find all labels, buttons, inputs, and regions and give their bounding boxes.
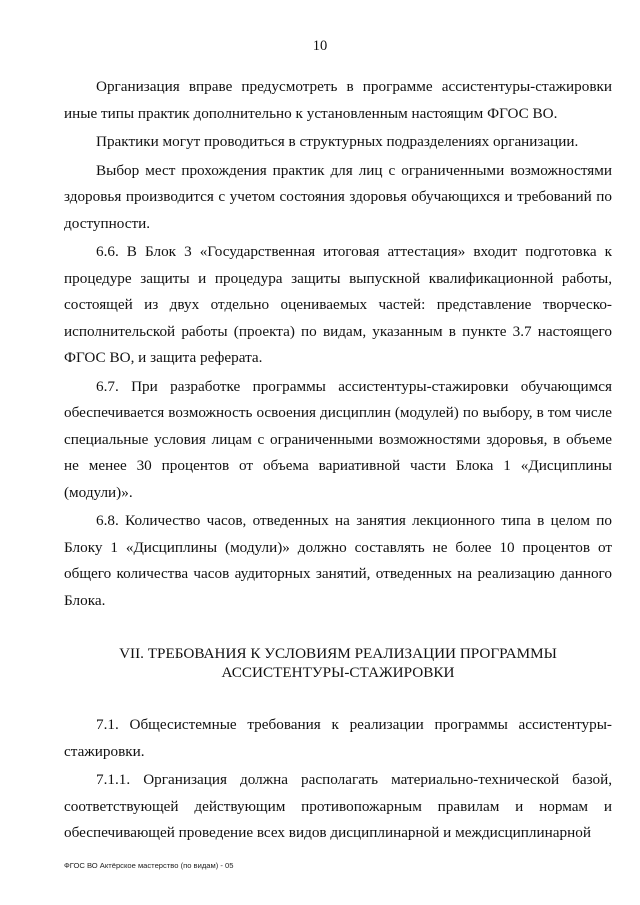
document-body: [64, 74, 612, 847]
section-heading-vii: [64, 644, 612, 682]
paragraph-7-1-1: 7.1.1. Организация должна располагать материально-технической базой, соответствующей действующим противопожарным правилам и нормам и обеспечивающей проведение всех видов дисциплинарной и междисциплинарной: [64, 771, 612, 841]
paragraph-6-6: 6.6. В Блок 3 «Государственная итоговая аттестация» входит подготовка к процедуре защиты и процедура защиты выпускной квалификационной работы, состоящей из двух отдельно оцениваемых частей: представление творческо-исполнительской работы (проекта) по видам, указанным в пункте 3.7 настоящего ФГОС ВО, и защита реферата.: [64, 243, 612, 366]
paragraph-6-7: 6.7. При разработке программы ассистентуры-стажировки обучающимся обеспечивается возможность освоения дисциплин (модулей) по выбору, в том числе специальные условия лицам с ограниченными возможностями здоровья, в объеме не менее 30 процентов от объема вариативной части Блока 1 «Дисциплины (модули)».: [64, 377, 612, 501]
section-heading-line1: VII. ТРЕБОВАНИЯ К УСЛОВИЯМ РЕАЛИЗАЦИИ ПРОГРАММЫ: [119, 645, 557, 662]
paragraph-6-8: 6.8. Количество часов, отведенных на занятия лекционного типа в целом по Блоку 1 «Дисциплины (модули)» должно составлять не более 10 процентов от общего количества часов аудиторных занятий, отведенных на реализацию данного Блока.: [64, 512, 612, 609]
paragraph-practice-units: Практики могут проводиться в структурных подразделениях организации.: [96, 133, 579, 150]
section-heading-line2: АССИСТЕНТУРЫ-СТАЖИРОВКИ: [221, 664, 455, 681]
paragraph-practice-accessibility: Выбор мест прохождения практик для лиц с ограниченными возможностями здоровья производится с учетом состояния здоровья обучающихся и требований по доступности.: [64, 161, 612, 232]
document-footer: ФГОС ВО Актёрское мастерство (по видам) - 05: [64, 861, 234, 870]
paragraph-7-1: 7.1. Общесистемные требования к реализации программы ассистентуры-стажировки.: [64, 716, 612, 760]
page-number: 10: [312, 38, 328, 54]
paragraph-practice-types: Организация вправе предусмотреть в программе ассистентуры-стажировки иные типы практик дополнительно к установленным настоящим ФГОС ВО.: [64, 78, 612, 122]
